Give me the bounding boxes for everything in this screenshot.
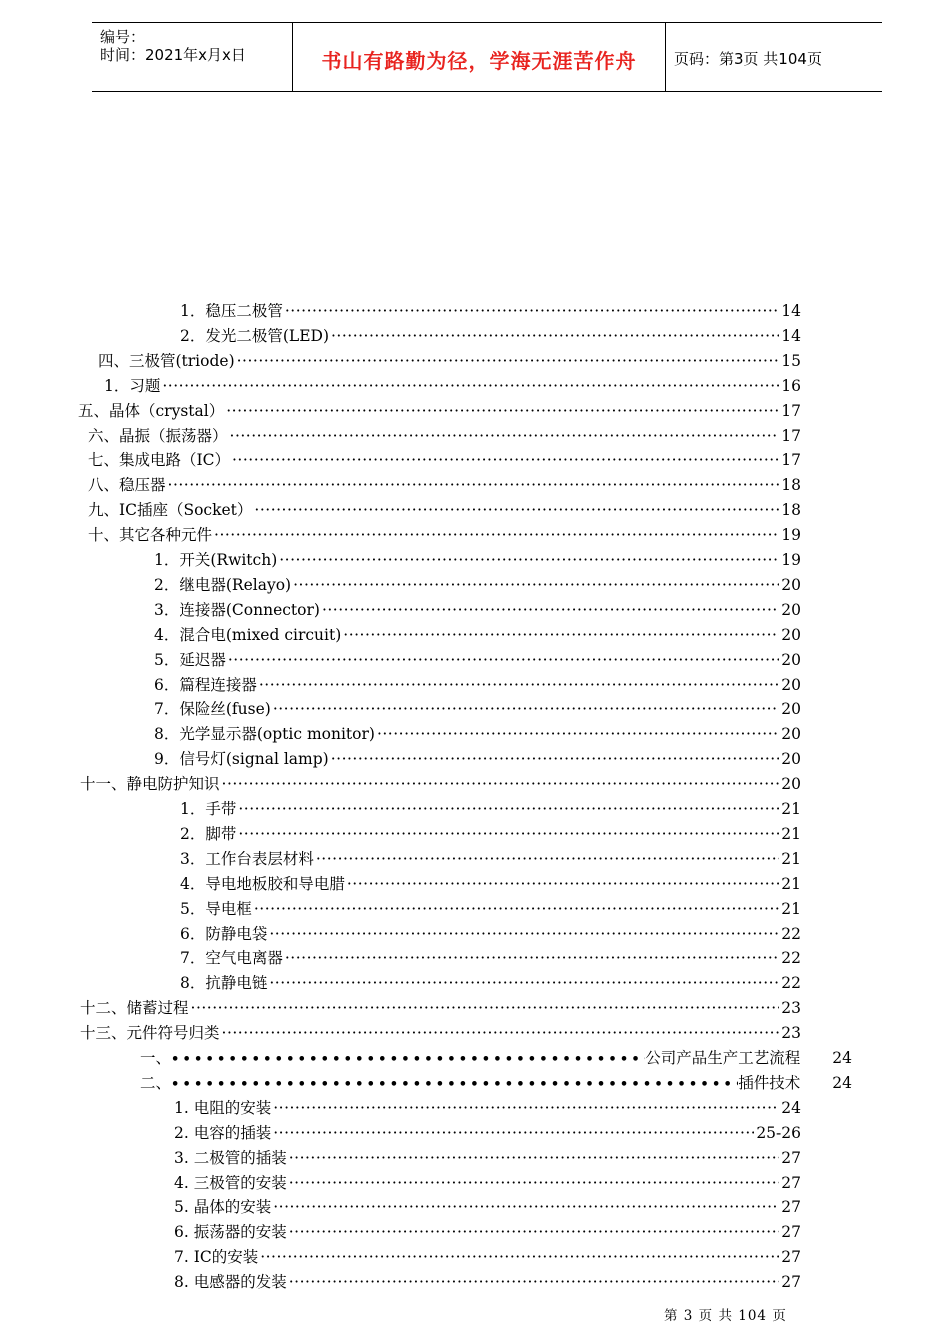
toc-leader-dots xyxy=(322,601,779,619)
toc-entry-label: 2．脚带 xyxy=(180,824,237,843)
toc-leader-dots xyxy=(230,427,780,445)
toc-page-number: 21 xyxy=(781,849,801,868)
toc-entry[interactable] xyxy=(98,349,801,371)
toc-leader-dots xyxy=(260,1248,779,1266)
header-page-label: 页码：第3页 共104页 xyxy=(674,50,822,68)
toc-entry[interactable] xyxy=(154,548,801,570)
toc-entry[interactable] xyxy=(174,1096,801,1118)
toc-page-number: 17 xyxy=(781,451,801,470)
toc-entry[interactable] xyxy=(180,946,801,968)
toc-entry-label: 7. IC的安装 xyxy=(174,1248,259,1267)
toc-page-number: 23 xyxy=(781,1024,801,1043)
toc-entry[interactable] xyxy=(88,424,801,446)
toc-leader-dots xyxy=(254,900,779,918)
toc-entry-label: 八、稳压器 xyxy=(88,476,166,495)
toc-page-number: 20 xyxy=(781,675,801,694)
header-motto: 书山有路勤为径，学海无涯苦作舟 xyxy=(321,49,637,73)
toc-page-number: 14 xyxy=(781,326,801,345)
toc-entry-label: 2．发光二极管(LED) xyxy=(180,326,329,345)
toc-entry[interactable] xyxy=(154,598,801,620)
header-page-cell xyxy=(666,23,882,91)
toc-page-number: 20 xyxy=(781,650,801,669)
toc-leader-dots xyxy=(289,1149,780,1167)
toc-entry-label: 6．篇程连接器 xyxy=(154,675,257,694)
toc-entry-label: 8．抗静电链 xyxy=(180,974,268,993)
toc-entry[interactable] xyxy=(174,1195,801,1217)
toc-entry-title: 插件技术 xyxy=(738,1073,801,1092)
toc-page-number: 21 xyxy=(781,899,801,918)
toc-leader-dots xyxy=(254,501,779,519)
toc-entry-label: 1．手带 xyxy=(180,800,237,818)
toc-entry-label: 4．混合电(mixed circuit) xyxy=(154,625,342,644)
toc-entry-label: 6．防静电袋 xyxy=(180,924,268,943)
toc-page-number: 25-26 xyxy=(756,1123,801,1142)
toc-page-number: 24 xyxy=(781,1098,801,1117)
toc-leader-dots xyxy=(269,925,779,943)
toc-entry-label: 3. 二极管的插装 xyxy=(174,1148,287,1167)
toc-leader-dots xyxy=(228,651,779,669)
toc-entry-label: 十一、静电防护知识 xyxy=(80,775,220,794)
toc-leader-dots xyxy=(273,700,779,718)
toc-leader-dots xyxy=(293,576,779,594)
toc-entry-label: 5．延迟器 xyxy=(154,650,226,669)
toc-entry[interactable] xyxy=(88,498,801,520)
toc-entry-label: 五、晶体（crystal） xyxy=(78,401,225,420)
toc-entry[interactable] xyxy=(154,673,801,695)
toc-entry[interactable] xyxy=(174,1146,801,1168)
header-motto-cell xyxy=(293,23,666,91)
toc-entry-label: 一、 xyxy=(140,1049,172,1067)
toc-page-number: 27 xyxy=(781,1198,801,1217)
toc-page-number: 20 xyxy=(781,700,801,719)
toc-leader-dots xyxy=(269,974,779,992)
toc-entry-label: 2. 电容的插装 xyxy=(174,1123,272,1142)
toc-entry-label: 六、晶振（振荡器） xyxy=(88,426,228,445)
toc-entry-label: 2．继电器(Relayo) xyxy=(154,575,292,594)
toc-entry-label: 3．工作台表层材料 xyxy=(180,849,314,868)
toc-page-number: 27 xyxy=(781,1173,801,1192)
toc-leader-dots xyxy=(289,1223,780,1241)
toc-entry-label: 1. 电阻的安装 xyxy=(174,1098,272,1117)
toc-page-number: 20 xyxy=(781,625,801,644)
toc-page-number: 16 xyxy=(781,376,801,395)
toc-entry[interactable] xyxy=(88,448,801,470)
toc-page-number: 21 xyxy=(781,800,801,818)
toc-page-number: 20 xyxy=(781,600,801,619)
toc-entry[interactable] xyxy=(174,1121,801,1143)
toc-entry[interactable] xyxy=(180,847,801,869)
document-time-label: 时间：2021年x月x日 xyxy=(100,46,246,64)
toc-entry[interactable] xyxy=(174,1220,801,1242)
toc-entry[interactable] xyxy=(180,797,801,819)
toc-page-number: 20 xyxy=(781,750,801,769)
toc-leader-dots xyxy=(289,1174,780,1192)
toc-entry[interactable] xyxy=(174,1245,801,1267)
toc-entry-label: 3．连接器(Connector) xyxy=(154,600,320,619)
header-meta-cell xyxy=(92,23,293,91)
toc-entry[interactable] xyxy=(140,1046,852,1068)
toc-page-number: 21 xyxy=(781,824,801,843)
toc-leader-dots xyxy=(347,875,779,893)
toc-entry-label: 9．信号灯(signal lamp) xyxy=(154,750,329,769)
toc-leader-dots xyxy=(214,526,779,544)
toc-entry[interactable] xyxy=(80,1021,801,1043)
toc-entry-label: 1．习题 xyxy=(104,376,161,395)
toc-entry[interactable] xyxy=(174,1171,801,1193)
toc-page-number: 24 xyxy=(832,1073,852,1092)
toc-entry-title: 公司产品生产工艺流程 xyxy=(645,1049,801,1067)
toc-page-number: 17 xyxy=(781,426,801,445)
toc-page-number: 15 xyxy=(781,351,801,370)
toc-entry-label: 七、集成电路（IC） xyxy=(88,451,230,470)
toc-entry[interactable] xyxy=(154,648,801,670)
toc-entry[interactable] xyxy=(154,722,801,744)
toc-page-number: 18 xyxy=(781,501,801,520)
toc-entry[interactable] xyxy=(88,523,801,545)
toc-entry-label: 8．光学显示器(optic monitor) xyxy=(154,725,375,744)
toc-entry-label: 十二、储蓄过程 xyxy=(80,999,189,1018)
toc-leader-dots xyxy=(289,1273,780,1291)
toc-entry[interactable] xyxy=(80,772,801,794)
toc-entry-label: 1．开关(Rwitch) xyxy=(154,551,278,569)
toc-leader-dots xyxy=(331,327,779,345)
toc-entry-label: 4. 三极管的安装 xyxy=(174,1173,287,1192)
toc-leader-dots xyxy=(226,402,779,420)
toc-entry[interactable] xyxy=(180,971,801,993)
toc-entry[interactable] xyxy=(180,872,801,894)
toc-entry[interactable] xyxy=(180,324,801,346)
toc-entry-label: 二、 xyxy=(140,1073,172,1092)
toc-page-number: 27 xyxy=(781,1248,801,1267)
toc-entry-label: 8. 电感器的发装 xyxy=(174,1273,287,1292)
toc-entry-label: 7．空气电离器 xyxy=(180,949,283,968)
toc-page-number: 23 xyxy=(781,999,801,1018)
toc-page-number: 14 xyxy=(781,302,801,320)
toc-leader-dots xyxy=(273,1198,779,1216)
toc-leader-dots xyxy=(377,725,779,743)
toc-entry[interactable] xyxy=(154,573,801,595)
toc-leader-dots xyxy=(237,352,780,370)
toc-leader-dots xyxy=(168,476,780,494)
toc-leader-dots xyxy=(171,1052,645,1067)
toc-entry-label: 5. 晶体的安装 xyxy=(174,1198,272,1217)
toc-entry[interactable] xyxy=(78,399,801,421)
page-header xyxy=(92,22,882,92)
toc-leader-dots xyxy=(273,1099,779,1117)
toc-leader-dots xyxy=(238,800,779,818)
toc-page-number: 22 xyxy=(781,924,801,943)
toc-entry[interactable] xyxy=(104,374,801,396)
toc-leader-dots xyxy=(238,825,779,843)
toc-page-number: 24 xyxy=(832,1049,852,1067)
page-footer: 第 3 页 共 104 页 xyxy=(664,1308,787,1324)
toc-page-number: 22 xyxy=(781,974,801,993)
toc-page-number: 20 xyxy=(781,725,801,744)
toc-entry[interactable] xyxy=(180,897,801,919)
toc-entry-label: 4．导电地板胶和导电腊 xyxy=(180,874,345,893)
toc-page-number: 20 xyxy=(781,575,801,594)
toc-page-number: 17 xyxy=(781,401,801,420)
toc-leader-dots xyxy=(331,750,780,768)
toc-page-number: 27 xyxy=(781,1223,801,1242)
toc-entry-label: 5．导电框 xyxy=(180,899,252,918)
toc-entry-label: 九、IC插座（Socket） xyxy=(88,501,253,520)
toc-leader-dots xyxy=(316,850,779,868)
toc-page-number: 19 xyxy=(781,526,801,545)
toc-entry[interactable] xyxy=(88,473,801,495)
toc-leader-dots xyxy=(191,999,780,1017)
toc-leader-dots xyxy=(343,626,779,644)
toc-page-number: 21 xyxy=(781,874,801,893)
toc-leader-dots xyxy=(162,377,779,395)
document-number-label: 编号： xyxy=(100,28,146,46)
toc-leader-dots xyxy=(273,1124,754,1142)
toc-leader-dots xyxy=(232,451,779,469)
toc-leader-dots xyxy=(285,949,779,967)
toc-entry[interactable] xyxy=(174,1270,801,1292)
toc-entry[interactable] xyxy=(180,299,801,321)
toc-entry[interactable] xyxy=(140,1071,852,1093)
toc-entry-label: 四、三极管(triode) xyxy=(98,351,235,370)
toc-entry-label: 十、其它各种元件 xyxy=(88,526,213,545)
toc-leader-dots xyxy=(279,551,779,569)
toc-leader-dots xyxy=(285,302,779,320)
toc-page-number: 18 xyxy=(781,476,801,495)
toc-leader-dots xyxy=(222,775,780,793)
toc-page-number: 27 xyxy=(781,1148,801,1167)
toc-page-number: 27 xyxy=(781,1273,801,1292)
toc-entry-label: 6. 振荡器的安装 xyxy=(174,1223,287,1242)
toc-entry[interactable] xyxy=(154,747,801,769)
toc-page-number: 22 xyxy=(781,949,801,968)
toc-entry-label: 1．稳压二极管 xyxy=(180,302,283,320)
toc-leader-dots xyxy=(171,1077,738,1092)
toc-page-number: 19 xyxy=(781,551,801,569)
toc-entry[interactable] xyxy=(154,697,801,719)
toc-page-number: 20 xyxy=(781,775,801,794)
toc-leader-dots xyxy=(222,1024,780,1042)
toc-entry[interactable] xyxy=(80,996,801,1018)
toc-entry-label: 十三、元件符号归类 xyxy=(80,1024,220,1043)
toc-entry-label: 7．保险丝(fuse) xyxy=(154,700,271,719)
toc-entry[interactable] xyxy=(154,623,801,645)
toc-entry[interactable] xyxy=(180,822,801,844)
toc-entry[interactable] xyxy=(180,922,801,944)
toc-leader-dots xyxy=(259,676,779,694)
